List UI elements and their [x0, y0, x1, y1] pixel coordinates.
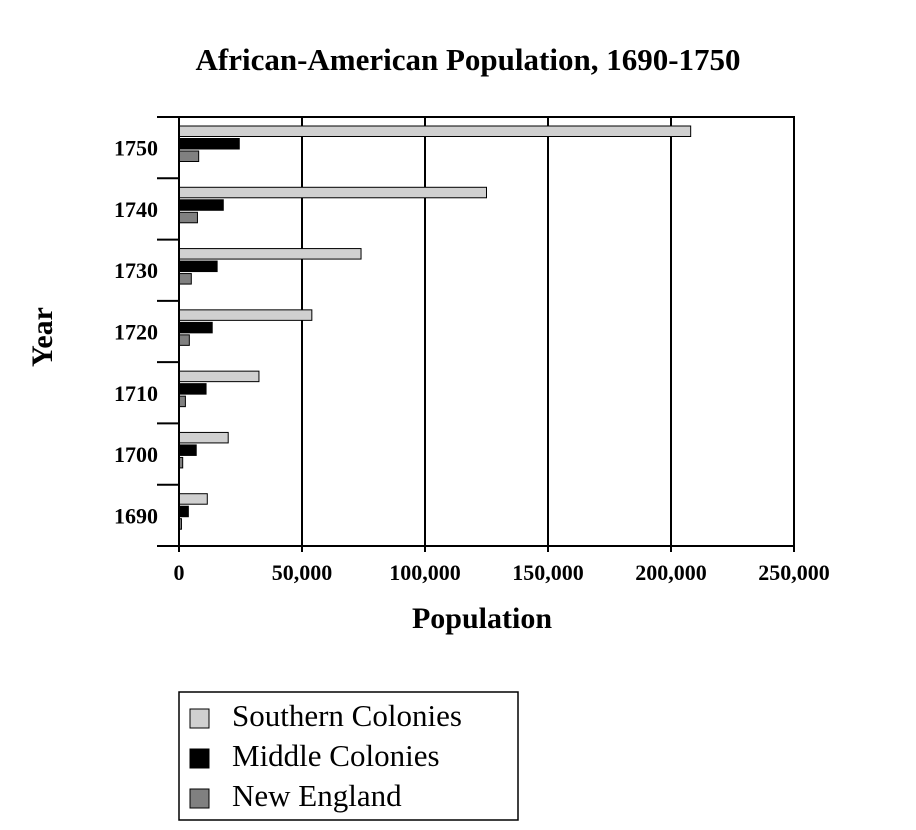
x-tick-label: 100,000 — [389, 560, 461, 585]
bar — [179, 187, 487, 198]
legend-swatch — [190, 749, 209, 768]
x-axis-title: Population — [411, 602, 553, 635]
y-tick-label: 1740 — [114, 196, 158, 222]
bar — [179, 310, 312, 321]
x-tick-label: 150,000 — [512, 560, 584, 585]
y-tick-label: 1720 — [114, 319, 158, 345]
bar — [179, 432, 228, 443]
bar — [179, 494, 207, 505]
bar — [179, 445, 196, 456]
legend-label: New England — [232, 778, 402, 813]
bar — [179, 200, 223, 211]
bar — [179, 261, 217, 272]
gridlines — [302, 117, 671, 546]
bar — [179, 126, 691, 137]
bar — [179, 384, 206, 395]
y-axis — [114, 117, 179, 546]
legend-label: Southern Colonies — [232, 698, 462, 733]
legend-swatch — [190, 709, 209, 728]
bars — [179, 126, 691, 529]
y-tick-label: 1750 — [114, 135, 158, 161]
legend-label: Middle Colonies — [232, 738, 440, 773]
chart-title: African-American Population, 1690-1750 — [195, 42, 741, 77]
y-tick-label: 1700 — [114, 442, 158, 468]
bar — [179, 249, 361, 259]
bar — [179, 371, 259, 382]
bar — [179, 274, 191, 285]
x-tick-label: 250,000 — [758, 560, 830, 585]
y-tick-label: 1690 — [114, 503, 158, 529]
plot-frame — [179, 117, 794, 546]
bar — [179, 506, 188, 517]
legend-swatch — [190, 789, 209, 808]
x-tick-label: 200,000 — [635, 560, 707, 585]
y-tick-label: 1710 — [114, 380, 158, 406]
bar — [179, 151, 199, 162]
x-tick-label: 50,000 — [271, 560, 333, 585]
x-tick-label: 0 — [173, 560, 185, 585]
bar — [179, 322, 212, 333]
y-tick-label: 1730 — [114, 258, 158, 284]
bar — [179, 212, 197, 223]
bar — [179, 335, 189, 346]
y-axis-title: Year — [26, 307, 59, 367]
bar — [179, 139, 239, 150]
x-axis — [174, 546, 830, 585]
